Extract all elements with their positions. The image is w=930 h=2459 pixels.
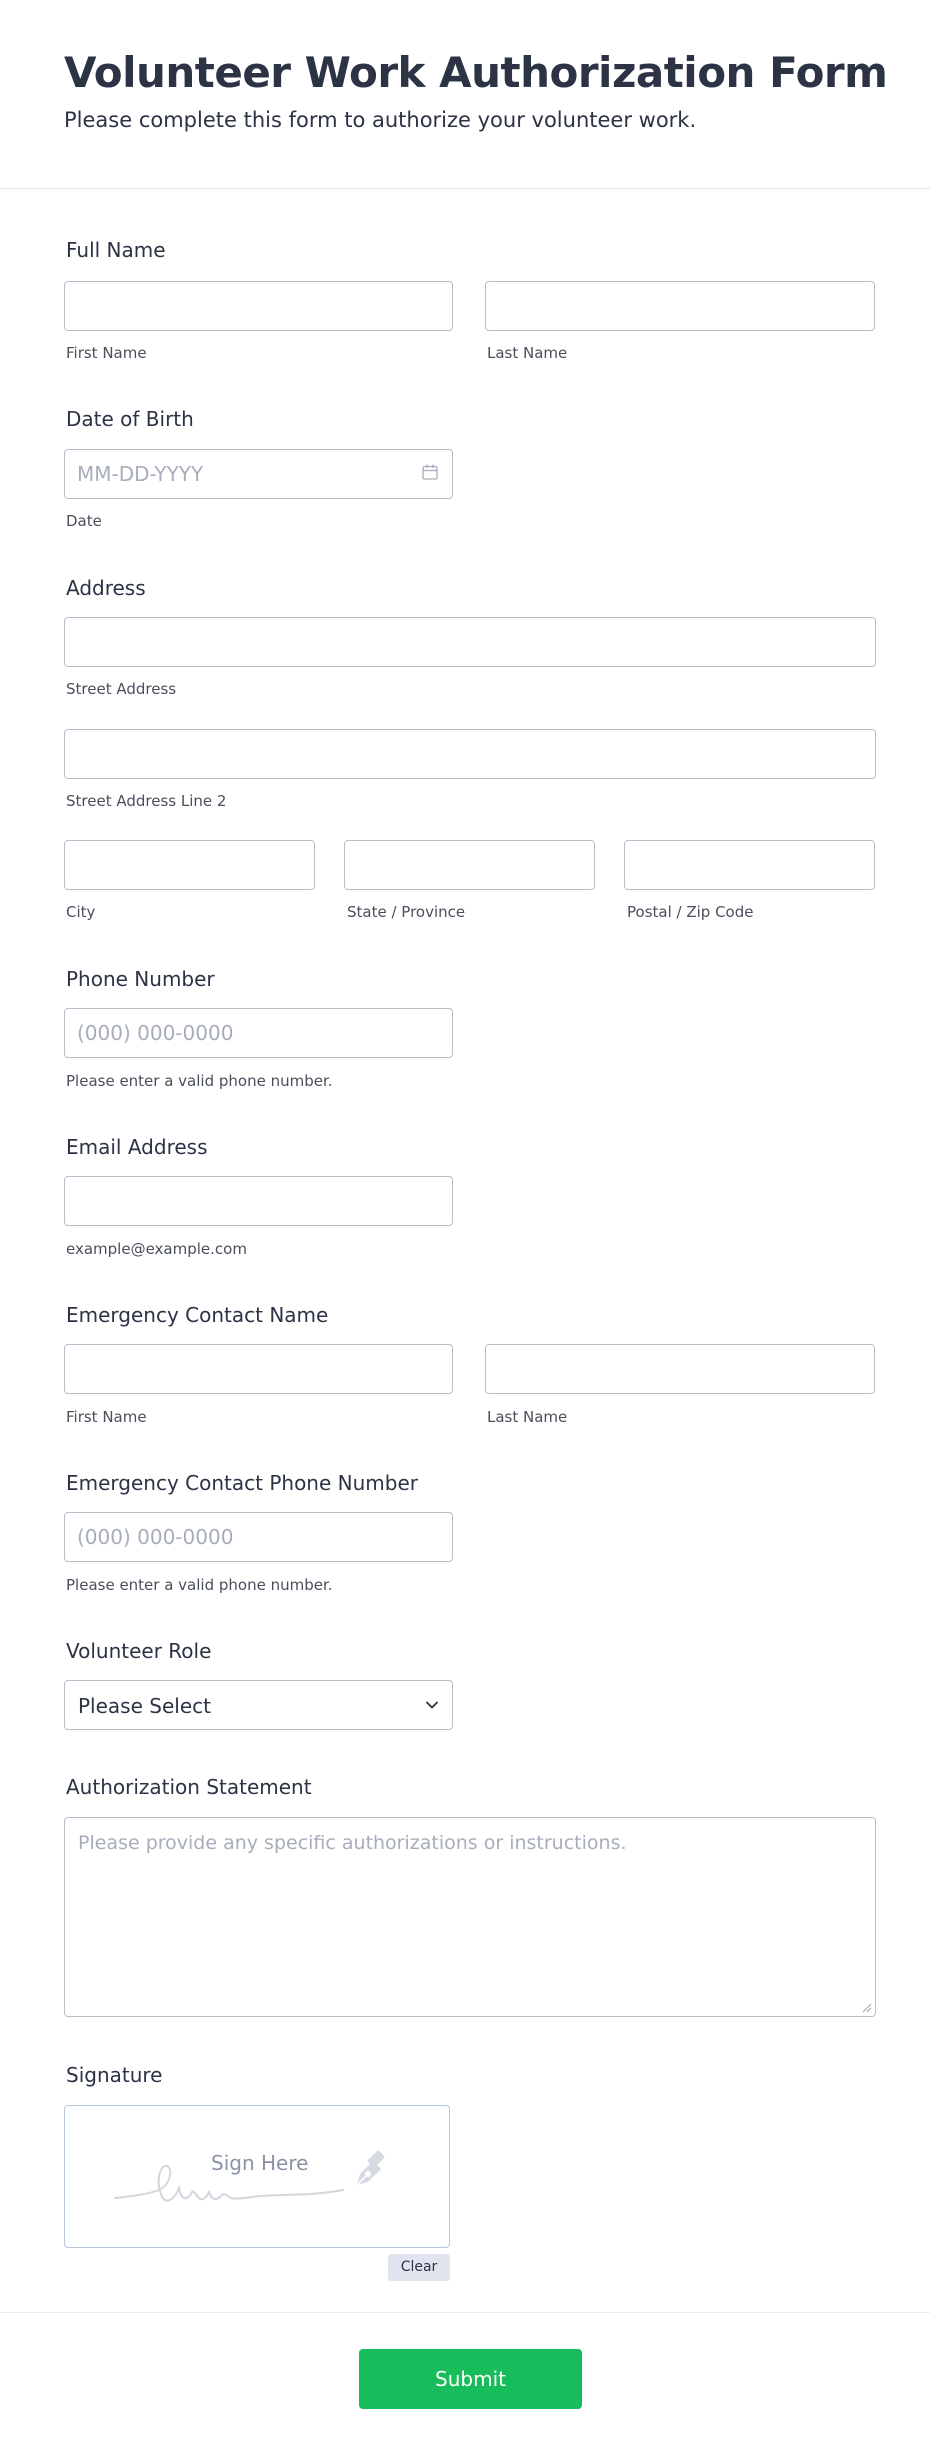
signature-label: Signature	[66, 2063, 163, 2087]
state-input[interactable]	[344, 840, 595, 890]
street-address-input[interactable]	[64, 617, 876, 667]
zip-input[interactable]	[624, 840, 875, 890]
phone-label: Phone Number	[66, 967, 215, 991]
email-input[interactable]	[64, 1176, 453, 1226]
authorization-label: Authorization Statement	[66, 1775, 312, 1799]
emergency-last-name-input[interactable]	[485, 1344, 875, 1394]
full-name-label: Full Name	[66, 238, 166, 262]
emergency-name-label: Emergency Contact Name	[66, 1303, 329, 1327]
street-address-line2-sublabel: Street Address Line 2	[66, 792, 227, 810]
date-input[interactable]	[64, 449, 453, 499]
first-name-sublabel: First Name	[66, 344, 147, 362]
emergency-phone-label: Emergency Contact Phone Number	[66, 1471, 418, 1495]
signature-pad[interactable]	[64, 2105, 450, 2248]
volunteer-role-select[interactable]	[64, 1680, 453, 1730]
date-field	[64, 449, 453, 499]
emergency-phone-sublabel: Please enter a valid phone number.	[66, 1576, 333, 1594]
resize-handle-icon[interactable]	[860, 2001, 872, 2013]
phone-input[interactable]	[64, 1008, 453, 1058]
first-name-input[interactable]	[64, 281, 453, 331]
state-sublabel: State / Province	[347, 903, 466, 921]
phone-sublabel: Please enter a valid phone number.	[66, 1072, 333, 1090]
address-label: Address	[66, 576, 146, 600]
emergency-last-name-sublabel: Last Name	[487, 1408, 568, 1426]
city-input[interactable]	[64, 840, 315, 890]
chevron-down-icon	[424, 1697, 440, 1713]
date-of-birth-label: Date of Birth	[66, 407, 194, 431]
authorization-textarea[interactable]	[64, 1817, 876, 2017]
last-name-input[interactable]	[485, 281, 875, 331]
volunteer-role-label: Volunteer Role	[66, 1639, 212, 1663]
street-address-line2-input[interactable]	[64, 729, 876, 779]
emergency-first-name-sublabel: First Name	[66, 1408, 147, 1426]
email-sublabel: example@example.com	[66, 1240, 247, 1258]
calendar-icon[interactable]	[421, 463, 439, 481]
city-sublabel: City	[66, 903, 96, 921]
footer-divider	[0, 2312, 930, 2313]
last-name-sublabel: Last Name	[487, 344, 568, 362]
email-label: Email Address	[66, 1135, 208, 1159]
form-header	[0, 0, 930, 189]
sign-here-text: Sign Here	[211, 2151, 309, 2175]
form-title: Volunteer Work Authorization Form	[64, 48, 888, 97]
emergency-first-name-input[interactable]	[64, 1344, 453, 1394]
pen-nib-icon	[351, 2148, 395, 2190]
form-subtitle: Please complete this form to authorize your volunteer work.	[64, 108, 697, 132]
clear-signature-button[interactable]: Clear	[388, 2254, 450, 2281]
date-sublabel: Date	[66, 512, 102, 530]
volunteer-role-selected: Please Select	[78, 1694, 211, 1718]
submit-button[interactable]: Submit	[359, 2349, 582, 2409]
street-address-sublabel: Street Address	[66, 680, 177, 698]
zip-sublabel: Postal / Zip Code	[627, 903, 754, 921]
emergency-phone-input[interactable]	[64, 1512, 453, 1562]
